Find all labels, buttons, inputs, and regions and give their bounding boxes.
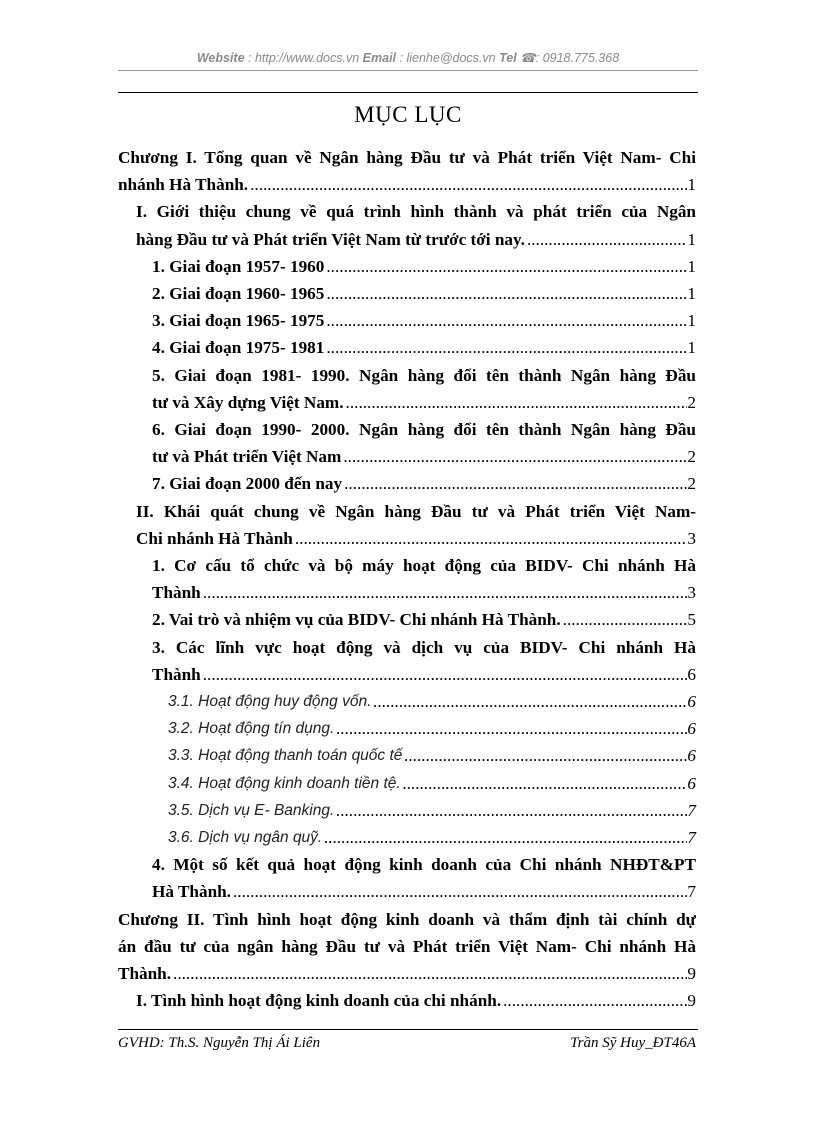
- toc-entry-text: nhánh Hà Thành.: [118, 175, 249, 195]
- tel-value: : 0918.775.368: [535, 51, 620, 65]
- toc-entry-text: hàng Đầu tư và Phát triển Việt Nam từ trước tới nay.: [136, 229, 525, 249]
- dot-leader: [326, 307, 687, 334]
- dot-leader: [173, 960, 687, 987]
- dot-leader: [326, 334, 687, 361]
- toc-entry[interactable]: [118, 280, 696, 307]
- table-of-contents: [118, 144, 696, 1015]
- toc-entry-text: 6. Giai đoạn 1990- 2000. Ngân hàng đổi tên thành Ngân hàng Đầu: [152, 420, 696, 440]
- toc-entry-text: 3.1. Hoạt động huy động vốn.: [168, 693, 372, 711]
- toc-entry-text: 2. Giai đoạn 1960- 1965: [152, 284, 325, 304]
- email-label: Email: [362, 51, 397, 65]
- dot-leader: [344, 470, 687, 497]
- dot-leader: [336, 715, 687, 742]
- toc-entry-text: 5. Giai đoạn 1981- 1990. Ngân hàng đổi tên thành Ngân hàng Đầu: [152, 365, 696, 385]
- toc-entry-text: 3.2. Hoạt động tín dụng.: [168, 720, 335, 738]
- toc-entry[interactable]: [118, 362, 696, 416]
- footer-author: Trần Sỹ Huy_ĐT46A: [570, 1035, 696, 1051]
- toc-entry-text: 1. Giai đoạn 1957- 1960: [152, 256, 325, 276]
- toc-entry[interactable]: [118, 470, 696, 497]
- toc-entry[interactable]: [118, 307, 696, 334]
- website-value: : http://www.docs.vn: [248, 51, 360, 65]
- toc-entry[interactable]: [118, 606, 696, 633]
- dot-leader: [324, 824, 687, 851]
- toc-entry[interactable]: [118, 416, 696, 470]
- toc-page-number: 6: [687, 746, 696, 766]
- toc-page-number: 9: [687, 964, 696, 984]
- page-title: MỤC LỤC: [354, 102, 462, 127]
- dot-leader: [295, 525, 688, 552]
- toc-page-number: 6: [687, 773, 696, 793]
- footer-advisor: GVHD: Th.S. Nguyễn Thị Ái Liên: [118, 1035, 321, 1051]
- website-label: Website: [196, 51, 245, 65]
- toc-entry[interactable]: [118, 770, 696, 797]
- toc-entry-text: án đầu tư của ngân hàng Đầu tư và Phát triển Việt Nam- Chi nhánh Hà: [118, 936, 696, 956]
- toc-entry[interactable]: [118, 634, 696, 688]
- toc-entry-text: 4. Giai đoạn 1975- 1981: [152, 338, 325, 358]
- page-header: [118, 50, 698, 65]
- toc-entry[interactable]: [118, 742, 696, 769]
- toc-entry-text: Chi nhánh Hà Thành: [136, 528, 293, 548]
- toc-entry[interactable]: [118, 144, 696, 198]
- toc-entry-text: II. Khái quát chung về Ngân hàng Đầu tư và Phát triển Việt Nam-: [136, 501, 696, 521]
- toc-entry[interactable]: [118, 334, 696, 361]
- toc-entry-text: 3.3. Hoạt động thanh toán quốc tế: [168, 747, 403, 765]
- toc-page-number: 1: [687, 175, 696, 195]
- dot-leader: [326, 253, 687, 280]
- toc-entry-text: 3. Giai đoạn 1965- 1975: [152, 311, 325, 331]
- toc-page-number: 7: [687, 800, 696, 820]
- dot-leader: [373, 688, 687, 715]
- toc-entry-text: Chương II. Tình hình hoạt động kinh doanh và thẩm định tài chính dự: [118, 909, 696, 929]
- dot-leader: [503, 987, 687, 1014]
- dot-leader: [250, 171, 687, 198]
- toc-page-number: 3: [687, 583, 696, 603]
- toc-page-number: 2: [687, 474, 696, 494]
- toc-page-number: 3: [687, 528, 696, 548]
- toc-entry-text: 3.5. Dịch vụ E- Banking.: [168, 801, 335, 819]
- toc-entry-text: 4. Một số kết quả hoạt động kinh doanh của Chi nhánh NHĐT&PT: [152, 855, 696, 875]
- toc-page-number: 6: [687, 664, 696, 684]
- toc-page-number: 9: [687, 991, 696, 1011]
- dot-leader: [203, 661, 688, 688]
- toc-entry[interactable]: [118, 552, 696, 606]
- toc-page-number: 2: [687, 392, 696, 412]
- header-rule: [118, 92, 698, 93]
- toc-entry[interactable]: [118, 688, 696, 715]
- toc-entry-text: 3.4. Hoạt động kinh doanh tiền tệ.: [168, 774, 401, 792]
- toc-entry-text: Chương I. Tổng quan về Ngân hàng Đầu tư và Phát triển Việt Nam- Chi: [118, 148, 696, 167]
- toc-page-number: 6: [687, 692, 696, 712]
- dot-leader: [343, 443, 687, 470]
- tel-label: Tel: [499, 51, 517, 65]
- dot-leader: [203, 579, 688, 606]
- toc-entry[interactable]: [118, 824, 696, 851]
- header-divider: [118, 70, 698, 71]
- phone-icon: ☎: [520, 51, 536, 65]
- toc-entry-text: 3.6. Dịch vụ ngân quỹ.: [168, 829, 323, 847]
- email-value: : lienhe@docs.vn: [399, 51, 496, 65]
- toc-entry[interactable]: [118, 253, 696, 280]
- toc-entry[interactable]: [118, 498, 696, 552]
- page-footer: [118, 1035, 696, 1052]
- toc-entry[interactable]: [118, 715, 696, 742]
- toc-entry-text: tư và Phát triển Việt Nam: [152, 447, 342, 467]
- toc-entry-text: Thành.: [118, 964, 172, 984]
- toc-page-number: 1: [687, 229, 696, 249]
- toc-page-number: 6: [687, 719, 696, 739]
- toc-entry-text: 7. Giai đoạn 2000 đến nay: [152, 474, 343, 494]
- toc-page-number: 1: [687, 256, 696, 276]
- toc-entry-text: Thành: [152, 664, 201, 684]
- dot-leader: [403, 770, 688, 797]
- toc-entry-text: Thành: [152, 583, 201, 603]
- toc-entry-text: I. Tình hình hoạt động kinh doanh của chi nhánh.: [136, 991, 502, 1011]
- dot-leader: [346, 389, 688, 416]
- toc-entry[interactable]: [118, 906, 696, 988]
- toc-entry-text: 2. Vai trò và nhiệm vụ của BIDV- Chi nhánh Hà Thành.: [152, 610, 561, 630]
- toc-entry[interactable]: [118, 851, 696, 905]
- toc-page-number: 1: [687, 284, 696, 304]
- dot-leader: [527, 226, 687, 253]
- toc-entry-text: 1. Cơ cấu tổ chức và bộ máy hoạt động của BIDV- Chi nhánh Hà: [152, 556, 696, 576]
- toc-entry-text: tư và Xây dựng Việt Nam.: [152, 392, 344, 412]
- toc-entry-text: 3. Các lĩnh vực hoạt động và dịch vụ của BIDV- Chi nhánh Hà: [152, 637, 696, 657]
- toc-entry[interactable]: [118, 797, 696, 824]
- toc-page-number: 1: [687, 311, 696, 331]
- toc-page-number: 1: [687, 338, 696, 358]
- toc-page-number: 7: [687, 828, 696, 848]
- footer-rule: [118, 1029, 698, 1030]
- toc-entry-text: Hà Thành.: [152, 882, 231, 902]
- toc-entry[interactable]: [118, 198, 696, 252]
- toc-entry[interactable]: [118, 987, 696, 1014]
- toc-entry-text: I. Giới thiệu chung về quá trình hình thành và phát triển của Ngân: [136, 202, 696, 222]
- toc-page-number: 2: [687, 447, 696, 467]
- dot-leader: [563, 606, 688, 633]
- dot-leader: [233, 878, 687, 905]
- toc-page-number: 5: [687, 610, 696, 630]
- dot-leader: [404, 742, 687, 769]
- dot-leader: [336, 797, 687, 824]
- dot-leader: [326, 280, 687, 307]
- toc-page-number: 7: [687, 882, 696, 902]
